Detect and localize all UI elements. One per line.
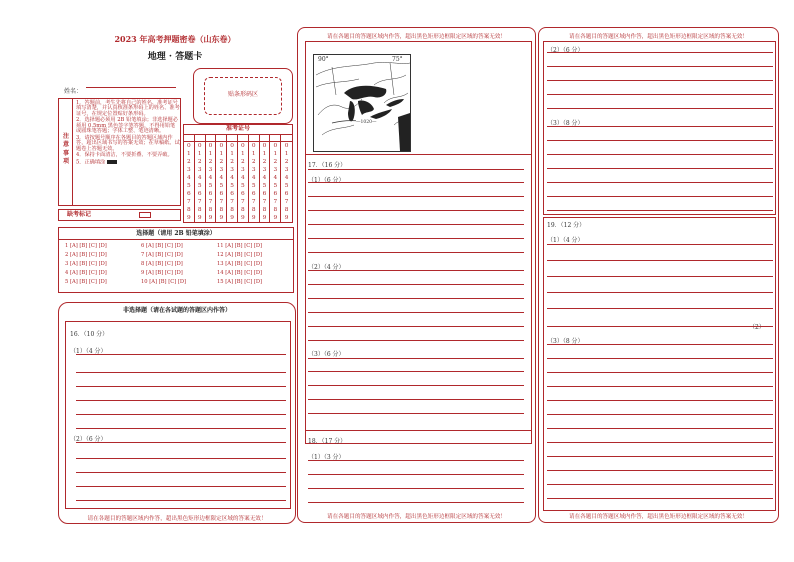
choice-question-row[interactable]: 4 [A] [B] [C] [D]	[65, 270, 107, 276]
answer-line[interactable]	[547, 386, 773, 387]
exam-digit-bubble[interactable]: 8	[230, 207, 234, 213]
choice-title: 选择题（请用 2B 铅笔填涂）	[136, 230, 216, 237]
exam-digit-bubble[interactable]: 6	[262, 191, 267, 197]
exam-digit-bubble[interactable]: 3	[208, 167, 213, 173]
choice-section	[58, 227, 294, 293]
answer-line[interactable]	[308, 169, 524, 170]
exam-digit-bubble[interactable]: 1	[208, 151, 213, 157]
answer-line[interactable]	[308, 210, 524, 211]
answer-line[interactable]	[547, 168, 773, 169]
exam-digit-bubble[interactable]: 2	[230, 159, 234, 165]
exam-digit-bubble[interactable]: 7	[230, 199, 234, 205]
answer-line[interactable]	[308, 399, 524, 400]
exam-digit-bubble[interactable]: 6	[273, 191, 278, 197]
answer-line[interactable]	[547, 196, 773, 197]
exam-digit-bubble[interactable]: 9	[197, 215, 202, 221]
exam-digit-bubble[interactable]: 7	[197, 199, 202, 205]
exam-digit-bubble[interactable]: 5	[219, 183, 224, 189]
answer-line[interactable]	[547, 182, 773, 183]
exam-digit-bubble[interactable]: 9	[284, 215, 289, 221]
answer-line[interactable]	[547, 428, 773, 429]
exam-number-column[interactable]	[216, 134, 227, 223]
answer-line[interactable]	[308, 224, 524, 225]
answer-line[interactable]	[76, 500, 286, 501]
exam-number-column[interactable]	[184, 134, 195, 223]
answer-line[interactable]	[547, 94, 773, 95]
answer-line[interactable]	[76, 354, 286, 355]
q17-part2: （2）（4 分）	[308, 264, 345, 271]
answer-line[interactable]	[547, 372, 773, 373]
exam-digit-bubble[interactable]: 8	[273, 207, 278, 213]
exam-digit-bubble[interactable]: 5	[241, 183, 245, 189]
notice-title: 注意事项	[62, 133, 69, 166]
exam-digit-bubble[interactable]: 1	[273, 151, 278, 157]
answer-column-2	[297, 27, 536, 523]
answer-line[interactable]	[76, 386, 286, 387]
exam-number-grid	[183, 124, 293, 223]
answer-line[interactable]	[308, 182, 524, 183]
answer-line[interactable]	[547, 414, 773, 415]
page-title: 2023 年高考押题密卷（山东卷）	[114, 34, 236, 44]
answer-line[interactable]	[76, 472, 286, 473]
answer-line[interactable]	[547, 244, 773, 245]
exam-digit-bubble[interactable]: 2	[284, 159, 289, 165]
exam-digit-bubble[interactable]: 8	[208, 207, 213, 213]
exam-digit-bubble[interactable]: 3	[219, 167, 224, 173]
exam-digit-bubble[interactable]: 4	[197, 175, 202, 181]
notice-box	[58, 98, 181, 206]
exam-digit-bubble[interactable]: 4	[208, 175, 213, 181]
answer-line[interactable]	[308, 284, 524, 285]
answer-line[interactable]	[76, 414, 286, 415]
answer-line[interactable]	[547, 292, 773, 293]
choice-question-row[interactable]: 15 [A] [B] [C] [D]	[217, 279, 263, 285]
exam-digit-bubble[interactable]: 9	[251, 215, 256, 221]
exam-digit-bubble[interactable]: 3	[230, 167, 234, 173]
q18-head: 18．（17 分）	[308, 438, 347, 445]
exam-digit-bubble[interactable]: 5	[208, 183, 213, 189]
barcode-label: 贴条形码区	[227, 91, 258, 98]
notice-item: 2．选择题必须用 2B 铅笔填涂；非选择题必须用 0.5mm 黑色签字笔答题，不得用铅笔或圆珠笔答题；字体工整、笔迹清晰。	[76, 117, 178, 135]
exam-number-column[interactable]	[195, 134, 206, 223]
answer-line[interactable]	[308, 413, 524, 414]
exam-number-column[interactable]	[270, 134, 281, 223]
exam-digit-bubble[interactable]: 2	[262, 159, 267, 165]
exam-number-column[interactable]	[227, 134, 238, 223]
exam-digit-bubble[interactable]: 8	[251, 207, 256, 213]
answer-line[interactable]	[547, 80, 773, 81]
notice-item: 5．正确填涂	[76, 159, 106, 166]
answer-line[interactable]	[308, 196, 524, 197]
answer-line[interactable]	[308, 502, 524, 503]
answer-line[interactable]	[547, 344, 773, 345]
exam-digit-bubble[interactable]: 3	[187, 167, 191, 173]
answer-line[interactable]	[308, 460, 524, 461]
warning-text: 请在各题目的答题区域内作答，超出黑色矩形边框限定区域的答案无效！	[326, 34, 506, 40]
warning-text: 请在各题目的答题区域内作答，超出黑色矩形边框限定区域的答案无效！	[326, 514, 506, 520]
exam-digit-bubble[interactable]: 0	[273, 143, 278, 149]
exam-digit-bubble[interactable]: 4	[187, 175, 191, 181]
answer-line[interactable]	[308, 326, 524, 327]
exam-digit-bubble[interactable]: 7	[273, 199, 278, 205]
exam-digit-bubble[interactable]: 3	[197, 167, 202, 173]
exam-digit-bubble[interactable]: 6	[230, 191, 234, 197]
exam-digit-bubble[interactable]: 2	[208, 159, 213, 165]
exam-number-column[interactable]	[281, 134, 292, 223]
q18-part1: （1）（3 分）	[308, 454, 345, 461]
exam-digit-bubble[interactable]: 2	[273, 159, 278, 165]
answer-line[interactable]	[76, 400, 286, 401]
notice-item: 1．答题前，考生先将自己的姓名、准考证号填写清楚，并认真核准条形码上的姓名、准考证号，在规定位置贴好条形码。	[76, 100, 180, 117]
exam-digit-bubble[interactable]: 2	[187, 159, 191, 165]
choice-question-row[interactable]: 11 [A] [B] [C] [D]	[217, 243, 263, 249]
exam-digit-bubble[interactable]: 0	[208, 143, 213, 149]
q16-part1: （1）（4 分）	[70, 348, 107, 355]
exam-digit-bubble[interactable]: 9	[273, 215, 278, 221]
q17-part1: （1）（6 分）	[308, 177, 345, 184]
absent-label: 缺考标记	[67, 211, 92, 218]
isobar-label: —1020—	[356, 120, 377, 125]
nonchoice-title: 非选择题（请在各试题的答题区内作答）	[122, 307, 231, 314]
longitude-label-75: 75°	[392, 56, 403, 63]
name-label: 姓名：	[64, 88, 83, 95]
answer-line[interactable]	[308, 340, 524, 341]
exam-digit-bubble[interactable]: 8	[219, 207, 224, 213]
exam-digit-bubble[interactable]: 7	[241, 199, 245, 205]
answer-line[interactable]	[547, 276, 773, 277]
choice-question-row[interactable]: 14 [A] [B] [C] [D]	[217, 270, 263, 276]
exam-digit-bubble[interactable]: 6	[197, 191, 202, 197]
answer-line[interactable]	[547, 470, 773, 471]
exam-digit-bubble[interactable]: 0	[219, 143, 224, 149]
exam-digit-bubble[interactable]: 7	[284, 199, 289, 205]
exam-digit-bubble[interactable]: 9	[208, 215, 213, 221]
answer-line[interactable]	[547, 484, 773, 485]
exam-digit-bubble[interactable]: 6	[241, 191, 245, 197]
answer-line[interactable]	[547, 154, 773, 155]
q19-part2: （2）	[749, 324, 765, 331]
exam-digit-bubble[interactable]: 0	[187, 143, 191, 149]
exam-digit-bubble[interactable]: 5	[251, 183, 256, 189]
great-lakes-map	[313, 54, 411, 152]
exam-digit-bubble[interactable]: 0	[262, 143, 267, 149]
exam-number-column[interactable]	[260, 134, 271, 223]
exam-digit-bubble[interactable]: 3	[262, 167, 267, 173]
answer-line[interactable]	[547, 326, 773, 327]
exam-number-column[interactable]	[238, 134, 249, 223]
exam-digit-bubble[interactable]: 1	[230, 151, 234, 157]
exam-digit-bubble[interactable]: 4	[219, 175, 224, 181]
exam-digit-bubble[interactable]: 4	[241, 175, 245, 181]
exam-digit-bubble[interactable]: 8	[241, 207, 245, 213]
answer-line[interactable]	[547, 210, 773, 211]
exam-digit-bubble[interactable]: 0	[197, 143, 202, 149]
exam-digit-bubble[interactable]: 0	[230, 143, 234, 149]
choice-question-row[interactable]: 6 [A] [B] [C] [D]	[141, 243, 183, 249]
exam-digit-bubble[interactable]: 0	[284, 143, 289, 149]
choice-question-row[interactable]: 8 [A] [B] [C] [D]	[141, 261, 183, 267]
exam-digit-bubble[interactable]: 3	[273, 167, 278, 173]
answer-line[interactable]	[547, 400, 773, 401]
exam-digit-bubble[interactable]: 5	[197, 183, 202, 189]
exam-digit-bubble[interactable]: 1	[241, 151, 245, 157]
answer-line[interactable]	[308, 371, 524, 372]
exam-digit-bubble[interactable]: 8	[284, 207, 289, 213]
exam-digit-bubble[interactable]: 5	[187, 183, 191, 189]
choice-question-row[interactable]: 2 [A] [B] [C] [D]	[65, 252, 107, 258]
notice-item: 4．保持卡面清洁，不要折叠、不要弄破。	[76, 152, 173, 159]
exam-digit-bubble[interactable]: 1	[251, 151, 256, 157]
exam-digit-bubble[interactable]: 9	[219, 215, 224, 221]
answer-line[interactable]	[308, 238, 524, 239]
answer-line[interactable]	[76, 442, 286, 443]
answer-line[interactable]	[547, 140, 773, 141]
exam-number-label: 准考证号	[225, 125, 250, 132]
exam-digit-bubble[interactable]: 1	[262, 151, 267, 157]
exam-digit-bubble[interactable]: 2	[219, 159, 224, 165]
answer-line[interactable]	[76, 372, 286, 373]
q16-part2: （2）（6 分）	[70, 436, 107, 443]
exam-digit-bubble[interactable]: 3	[241, 167, 245, 173]
q17-head: 17．（16 分）	[308, 162, 347, 169]
choice-question-row[interactable]: 1 [A] [B] [C] [D]	[65, 243, 107, 249]
exam-digit-bubble[interactable]: 8	[187, 207, 191, 213]
exam-digit-bubble[interactable]: 9	[230, 215, 234, 221]
exam-digit-bubble[interactable]: 4	[251, 175, 256, 181]
exam-digit-bubble[interactable]: 9	[187, 215, 191, 221]
q18-part3: （3）（8 分）	[547, 120, 584, 127]
exam-digit-bubble[interactable]: 0	[241, 143, 245, 149]
answer-line[interactable]	[308, 358, 524, 359]
exam-digit-bubble[interactable]: 1	[197, 151, 202, 157]
answer-line[interactable]	[308, 252, 524, 253]
q18-part2: （2）（6 分）	[547, 47, 584, 54]
answer-line[interactable]	[308, 270, 524, 271]
q19-part3: （3）（8 分）	[547, 338, 584, 345]
answer-line[interactable]	[76, 428, 286, 429]
exam-digit-bubble[interactable]: 0	[251, 143, 256, 149]
exam-digit-bubble[interactable]: 1	[284, 151, 289, 157]
answer-line[interactable]	[308, 298, 524, 299]
nonchoice-section	[58, 302, 296, 524]
warning-text: 请在各题目的答题区域内作答，超出黑色矩形边框限定区域的答案无效！	[568, 34, 748, 40]
exam-digit-bubble[interactable]: 6	[219, 191, 224, 197]
warning-text: 请在各题目的答题区域内作答，超出黑色矩形边框限定区域的答案无效！	[568, 514, 748, 520]
answer-line[interactable]	[547, 52, 773, 53]
answer-column-3	[538, 27, 779, 523]
answer-line[interactable]	[308, 488, 524, 489]
answer-line[interactable]	[308, 474, 524, 475]
exam-digit-bubble[interactable]: 5	[284, 183, 289, 189]
answer-line[interactable]	[547, 498, 773, 499]
warning-text: 请在各题目的答题区域内作答，超出黑色矩形边框限定区域的答案无效！	[87, 516, 267, 522]
exam-digit-bubble[interactable]: 7	[219, 199, 224, 205]
exam-digit-bubble[interactable]: 9	[241, 215, 245, 221]
answer-line[interactable]	[547, 108, 773, 109]
exam-digit-bubble[interactable]: 4	[262, 175, 267, 181]
answer-line[interactable]	[547, 456, 773, 457]
choice-question-row[interactable]: 12 [A] [B] [C] [D]	[217, 252, 263, 258]
exam-digit-bubble[interactable]: 6	[284, 191, 289, 197]
exam-digit-bubble[interactable]: 6	[187, 191, 191, 197]
exam-digit-bubble[interactable]: 5	[262, 183, 267, 189]
exam-digit-bubble[interactable]: 9	[262, 215, 267, 221]
exam-digit-bubble[interactable]: 8	[262, 207, 267, 213]
exam-digit-bubble[interactable]: 2	[241, 159, 245, 165]
exam-digit-bubble[interactable]: 6	[251, 191, 256, 197]
exam-digit-bubble[interactable]: 7	[262, 199, 267, 205]
absent-mark[interactable]	[58, 209, 181, 221]
answer-line[interactable]	[76, 486, 286, 487]
exam-digit-bubble[interactable]: 3	[251, 167, 256, 173]
q19-head: 19．（12 分）	[547, 222, 586, 229]
exam-digit-bubble[interactable]: 1	[187, 151, 191, 157]
exam-number-column[interactable]	[249, 134, 260, 223]
exam-digit-bubble[interactable]: 2	[251, 159, 256, 165]
exam-digit-bubble[interactable]: 8	[197, 207, 202, 213]
exam-digit-bubble[interactable]: 2	[197, 159, 202, 165]
subject-title: 地理 · 答题卡	[147, 52, 203, 62]
exam-digit-bubble[interactable]: 5	[230, 183, 234, 189]
exam-digit-bubble[interactable]: 3	[284, 167, 289, 173]
exam-digit-bubble[interactable]: 6	[208, 191, 213, 197]
q19-part1: （1）（4 分）	[547, 237, 584, 244]
answer-line[interactable]	[547, 126, 773, 127]
answer-line[interactable]	[547, 442, 773, 443]
q16-head: 16．（10 分）	[70, 331, 109, 338]
q17-part3: （3）（6 分）	[308, 351, 345, 358]
exam-digit-bubble[interactable]: 4	[273, 175, 278, 181]
answer-line[interactable]	[308, 312, 524, 313]
answer-line[interactable]	[547, 66, 773, 67]
exam-digit-bubble[interactable]: 7	[208, 199, 213, 205]
choice-question-row[interactable]: 9 [A] [B] [C] [D]	[141, 270, 183, 276]
answer-line[interactable]	[547, 260, 773, 261]
answer-line[interactable]	[547, 308, 773, 309]
exam-digit-bubble[interactable]: 7	[187, 199, 191, 205]
answer-line[interactable]	[547, 358, 773, 359]
filled-sample	[107, 160, 117, 164]
choice-question-row[interactable]: 10 [A] [B] [C] [D]	[141, 279, 187, 285]
longitude-label-90: 90°	[318, 56, 329, 63]
choice-question-row[interactable]: 7 [A] [B] [C] [D]	[141, 252, 183, 258]
exam-digit-bubble[interactable]: 7	[251, 199, 256, 205]
exam-digit-bubble[interactable]: 4	[230, 175, 234, 181]
answer-line[interactable]	[76, 458, 286, 459]
choice-question-row[interactable]: 5 [A] [B] [C] [D]	[65, 279, 107, 285]
barcode-area	[193, 68, 293, 124]
exam-digit-bubble[interactable]: 4	[284, 175, 289, 181]
exam-number-column[interactable]	[206, 134, 217, 223]
choice-question-row[interactable]: 3 [A] [B] [C] [D]	[65, 261, 107, 267]
notice-item: 3．请按题号顺序在各题目的答题区域内作答，超出区域书写的答案无效；在草稿纸、试题卷上答题无效。	[76, 134, 180, 152]
name-field[interactable]	[64, 78, 184, 95]
exam-digit-bubble[interactable]: 5	[273, 183, 278, 189]
answer-line[interactable]	[308, 385, 524, 386]
choice-question-row[interactable]: 13 [A] [B] [C] [D]	[217, 261, 263, 267]
exam-digit-bubble[interactable]: 1	[219, 151, 224, 157]
